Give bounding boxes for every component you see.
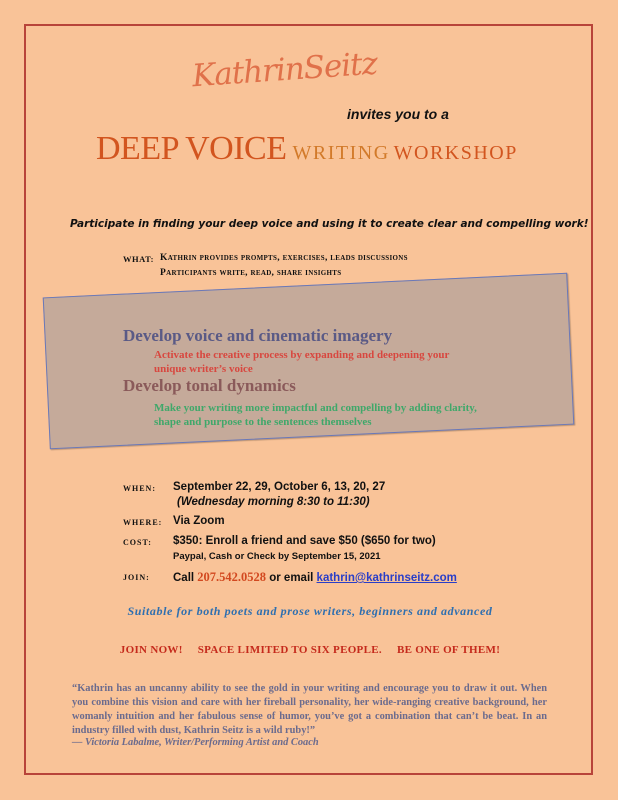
join-contact: [173, 570, 457, 585]
highlight-desc-tonal-line-2: shape and purpose to the sentences themselves: [154, 416, 372, 428]
when-label: WHEN:: [123, 484, 156, 493]
cost-label: COST:: [123, 538, 152, 547]
be-one-text: BE ONE OF THEM!: [396, 644, 501, 656]
highlight-desc-voice: [154, 348, 449, 376]
join-now-text: JOIN NOW!: [119, 644, 183, 656]
highlight-desc-voice-line-1: Activate the creative process by expanding and deepening your: [154, 349, 450, 361]
highlight-heading-tonal: Develop tonal dynamics: [123, 376, 296, 395]
when-time: (Wednesday morning 8:30 to 11:30): [177, 496, 370, 508]
title-writing: WRITING: [292, 142, 390, 164]
highlight-desc-tonal-line-1: Make your writing more impactful and compelling by adding clarity,: [154, 402, 477, 414]
cost-value: $350: Enroll a friend and save $50 ($650 for two): [173, 535, 436, 547]
what-line-2: Participants write, read, share insights: [160, 268, 342, 278]
audience-note: Suitable for both poets and prose writers, beginners and advanced: [127, 604, 493, 618]
kathrin-seitz-logo: KathrinSeitz: [190, 45, 379, 95]
invites-text: invites you to a: [347, 106, 449, 122]
highlight-desc-voice-line-2: unique writer’s voice: [154, 363, 253, 375]
highlight-heading-voice: Develop voice and cinematic imagery: [123, 326, 393, 345]
title-workshop: WORKSHOP: [393, 142, 518, 164]
join-label: JOIN:: [123, 573, 150, 582]
what-description: [160, 251, 408, 281]
what-label: WHAT:: [123, 254, 154, 264]
when-value: September 22, 29, October 6, 13, 20, 27: [173, 481, 386, 493]
testimonial-attribution: — Victoria Labalme, Writer/Performing Artist and Coach: [72, 737, 319, 748]
what-line-1: Kathrin provides prompts, exercises, leads discussions: [160, 253, 408, 263]
tagline: Participate in finding your deep voice and using it to create clear and compelling work!: [70, 218, 589, 230]
title-deep-voice: DEEP VOICE: [96, 130, 287, 167]
email-link[interactable]: kathrin@kathrinseitz.com: [316, 572, 457, 584]
workshop-title: [96, 130, 518, 168]
space-limited-text: SPACE LIMITED TO SIX PEOPLE.: [197, 644, 382, 656]
join-mid: or email: [266, 572, 317, 584]
join-prefix: Call: [173, 572, 198, 584]
where-label: WHERE:: [123, 518, 163, 527]
where-value: Via Zoom: [173, 515, 225, 527]
cost-note: Paypal, Cash or Check by September 15, 2021: [173, 551, 381, 562]
phone-number[interactable]: 207.542.0528: [197, 570, 267, 584]
join-now-banner: [60, 644, 560, 656]
testimonial-quote: “Kathrin has an uncanny ability to see the gold in your writing and encourage you to draw it out. When you combine this vision and care with her fireball personality, her wide-ranging creative background, her womanly intuition and her fabulous sense of humor, you’ve got a combination that can’t be beat. In an industry filled with dust, Kathrin Seitz is a wild ruby!”: [72, 683, 547, 736]
highlight-desc-tonal: [154, 401, 477, 429]
